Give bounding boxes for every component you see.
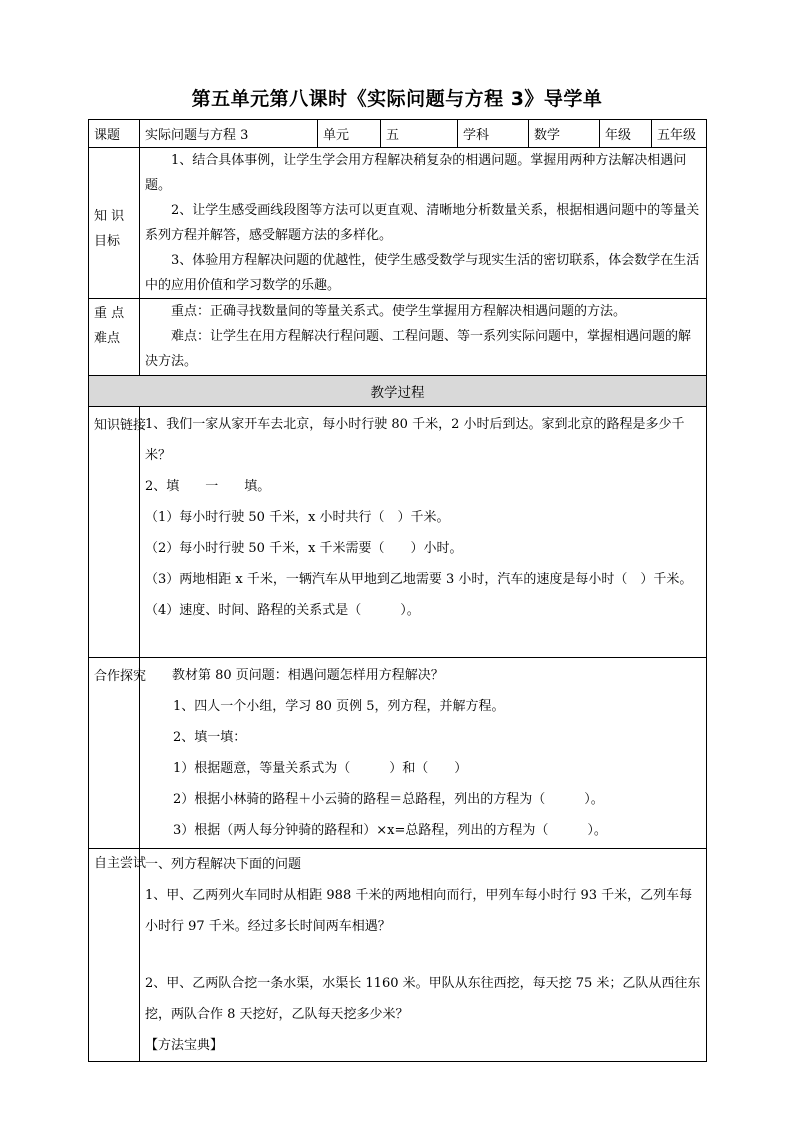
objectives-label-2: 目标 <box>94 234 121 249</box>
process-bar: 教学过程 <box>89 376 707 407</box>
coop-s2: 2、填一填： <box>173 730 247 745</box>
cooperation-label: 合作探究 <box>89 658 140 849</box>
subject-label: 学科 <box>458 120 529 148</box>
self-try-label: 自主尝试 <box>89 849 140 1062</box>
link-q2: 2、填 一 填。 <box>145 479 271 494</box>
grade-label: 年级 <box>600 120 652 148</box>
self-problem-2: 2、甲、乙两队合挖一条水渠，水渠长 1160 米。甲队从东往西挖，每天挖 75 米；乙队从西往东挖，两队合作 8 天挖好，乙队每天挖多少米？ <box>145 976 701 1022</box>
method-heading: 【方法宝典】 <box>145 1038 224 1053</box>
coop-f1: 1）根据题意，等量关系式为（ ）和（ ） <box>173 761 468 776</box>
cooperation-row <box>89 658 707 849</box>
knowledge-link-label: 知识链接 <box>89 407 140 658</box>
page-title: 第五单元第八课时《实际问题与方程 3》导学单 <box>191 88 603 110</box>
coop-f2: 2）根据小林骑的路程＋小云骑的路程＝总路程，列出的方程为（ ）。 <box>173 792 604 807</box>
link-f3: （3）两地相距 x 千米，一辆汽车从甲地到乙地需要 3 小时，汽车的速度是每小时（ ）千米。 <box>145 572 693 587</box>
worksheet-table <box>88 119 707 1062</box>
objective-2: 2、让学生感受画线段图等方法可以更直观、清晰地分析数量关系，根据相遇问题中的等量关系列方程并解答，感受解题方法的多样化。 <box>145 203 700 243</box>
link-f1: （1）每小时行驶 50 千米，x 小时共行（ ）千米。 <box>145 510 450 525</box>
coop-s1: 1、四人一个小组，学习 80 页例 5，列方程，并解方程。 <box>173 699 505 714</box>
key-point: 重点：正确寻找数量间的等量关系式。使学生掌握用方程解决相遇问题的方法。 <box>171 304 627 319</box>
key-label-1: 重 点 <box>94 306 125 321</box>
self-problem-1: 1、甲、乙两列火车同时从相距 988 千米的两地相向而行，甲列车每小时行 93 千米，乙列车每小时行 97 千米。经过多长时间两车相遇？ <box>145 888 693 934</box>
objective-1: 1、结合具体事例，让学生学会用方程解决稍复杂的相遇问题。掌握用两种方法解决相遇问题。 <box>145 153 687 193</box>
link-f4: （4）速度、时间、路程的关系式是（ ）。 <box>145 603 420 618</box>
grade-value: 五年级 <box>652 120 707 148</box>
process-bar-row <box>89 376 707 407</box>
unit-value: 五 <box>381 120 458 148</box>
difficult-point: 难点：让学生在用方程解决行程问题、工程问题、等一系列实际问题中，掌握相遇问题的解决方法。 <box>145 329 692 369</box>
topic-label: 课题 <box>89 120 140 148</box>
key-label-2: 难点 <box>94 331 121 346</box>
key-points-row <box>89 299 707 376</box>
coop-f3: 3）根据（两人每分钟骑的路程和）×x=总路程，列出的方程为（ ）。 <box>173 823 607 838</box>
link-f2: （2）每小时行驶 50 千米，x 千米需要（ ）小时。 <box>145 541 463 556</box>
self-heading: 一、列方程解决下面的问题 <box>145 857 302 872</box>
objectives-row <box>89 148 707 299</box>
objectives-label-1: 知 识 <box>94 209 125 224</box>
self-try-row <box>89 849 707 1062</box>
knowledge-link-row <box>89 407 707 658</box>
header-row <box>89 120 707 148</box>
topic-value: 实际问题与方程 3 <box>140 120 318 148</box>
objective-3: 3、体验用方程解决问题的优越性，使学生感受数学与现实生活的密切联系，体会数学在生活中的应用价值和学习数学的乐趣。 <box>145 253 700 293</box>
coop-intro: 教材第 80 页问题：相遇问题怎样用方程解决？ <box>172 668 444 683</box>
unit-label: 单元 <box>318 120 381 148</box>
link-q1: 1、我们一家从家开车去北京，每小时行驶 80 千米，2 小时后到达。家到北京的路程是多少千米？ <box>145 417 685 463</box>
subject-value: 数学 <box>529 120 600 148</box>
